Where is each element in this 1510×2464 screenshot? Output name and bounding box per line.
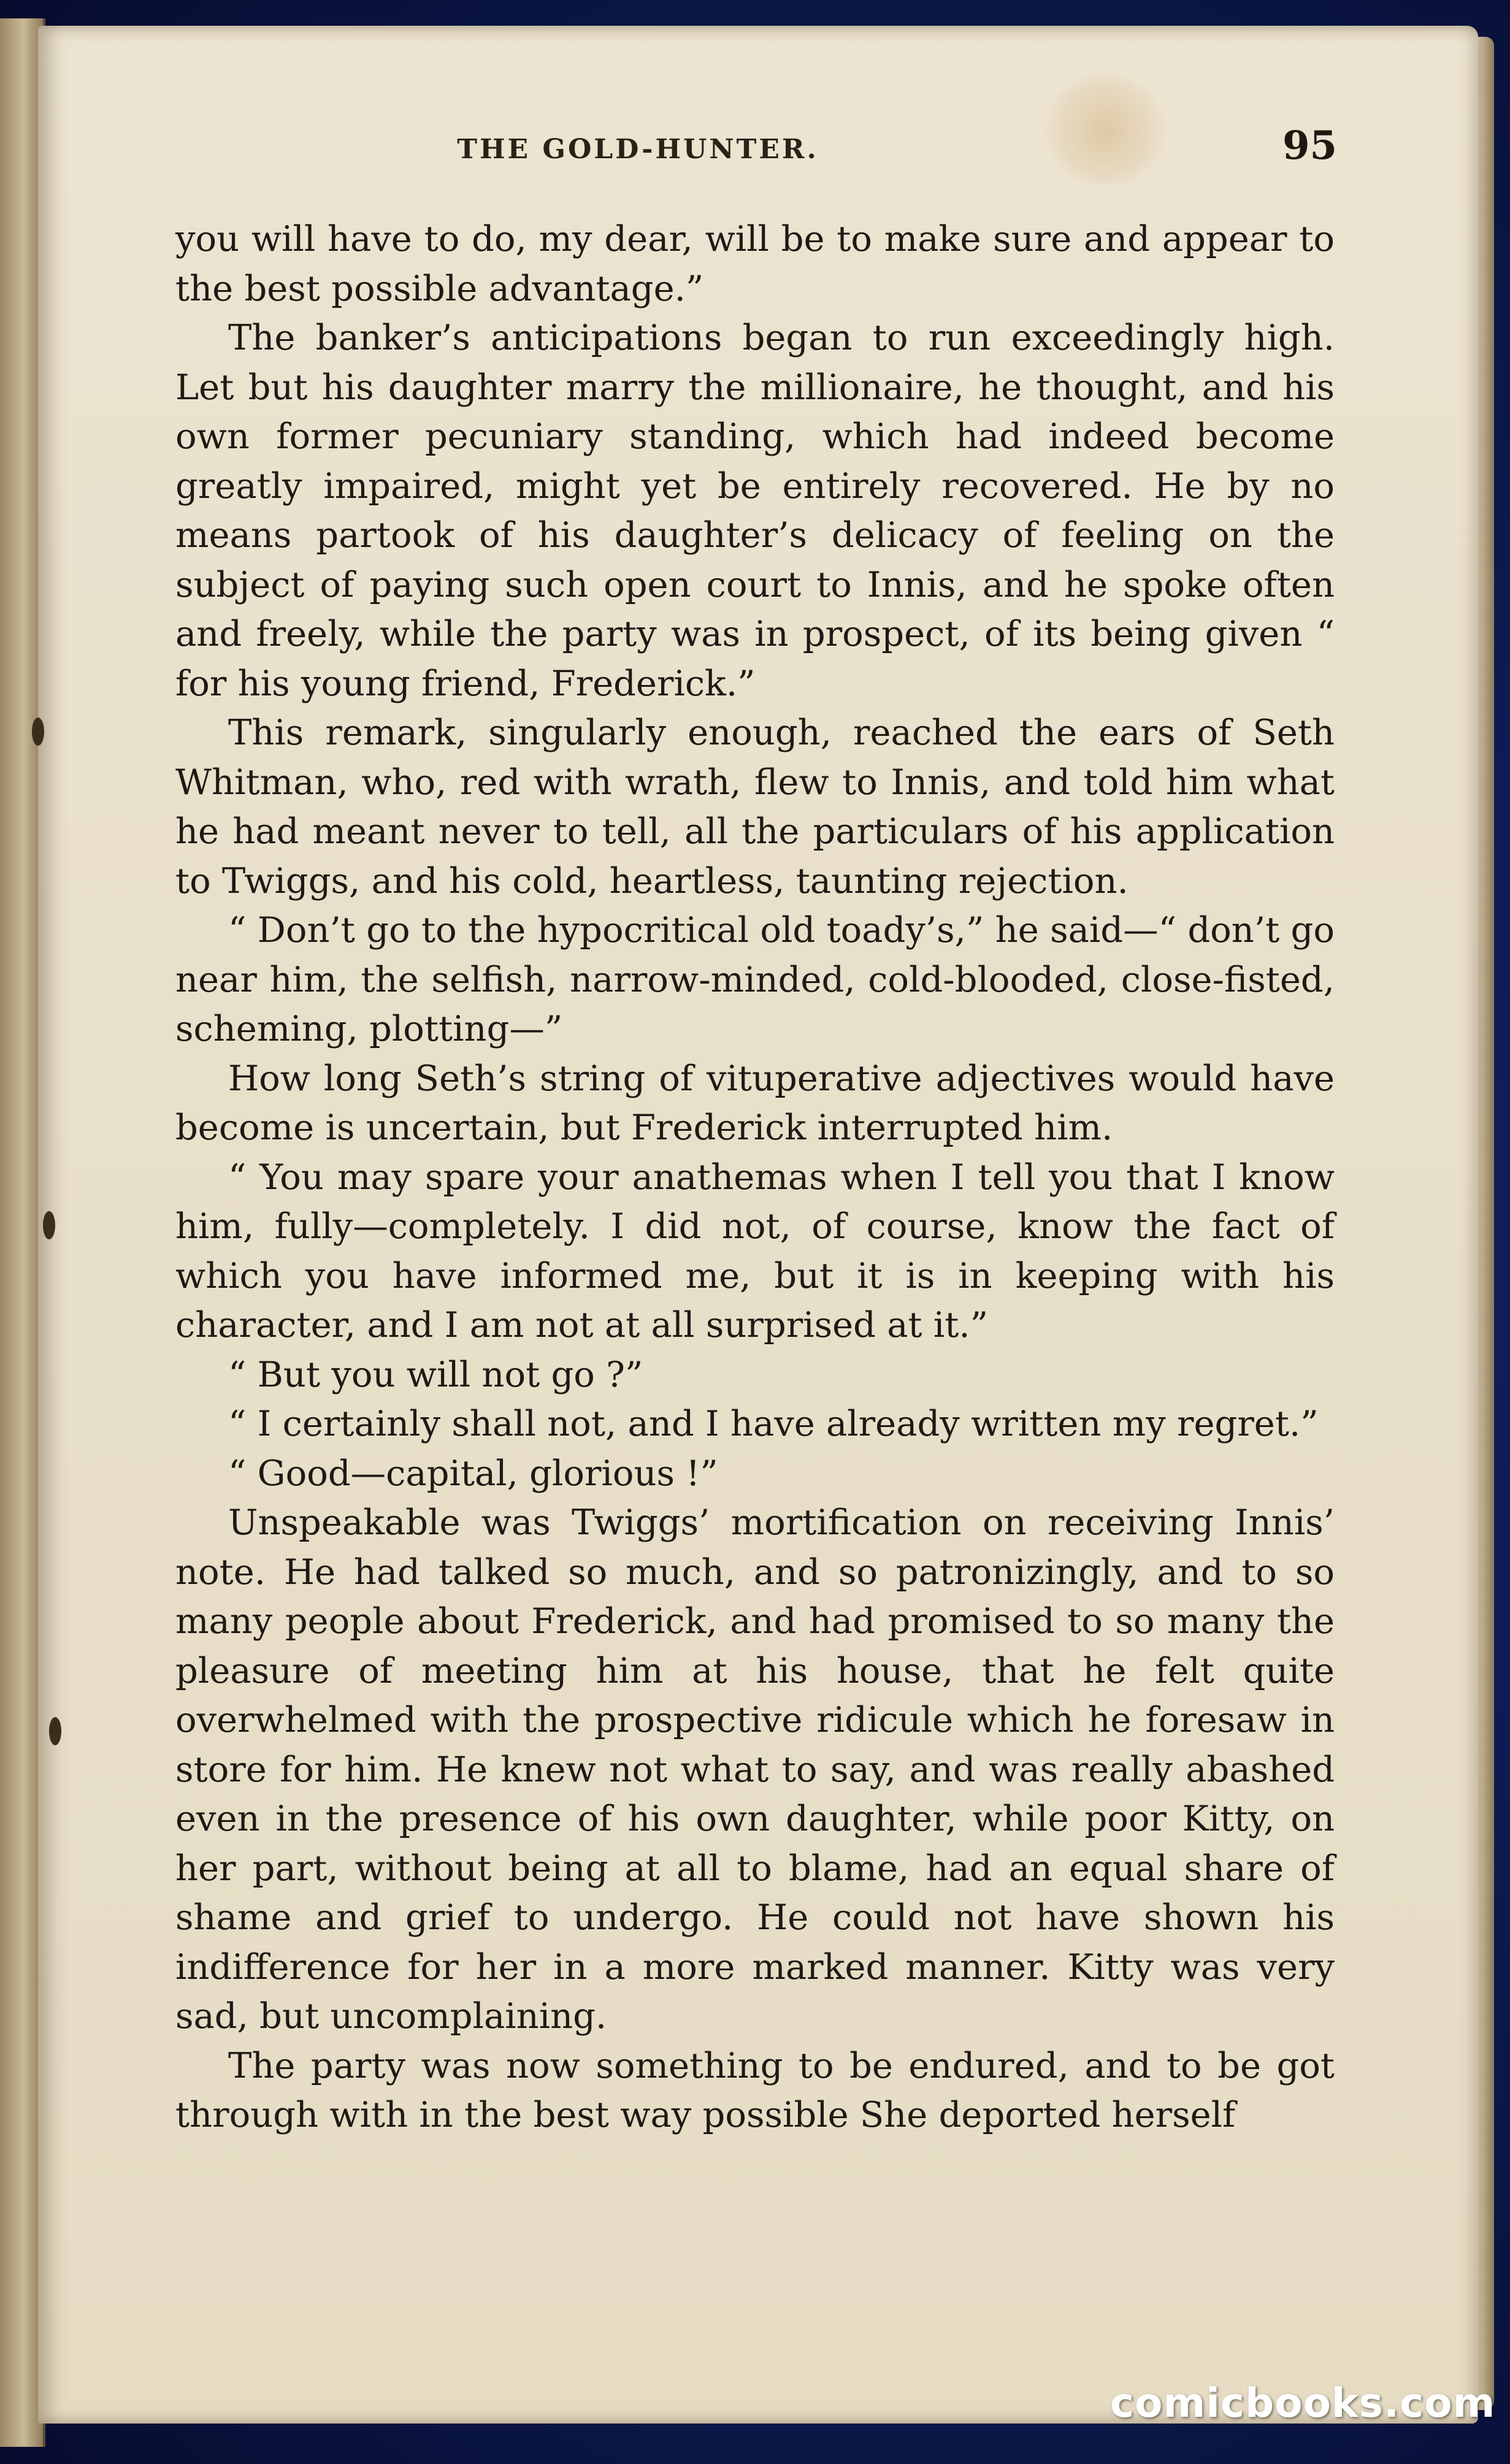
running-title: THE GOLD-HUNTER.	[457, 134, 819, 165]
paragraph: you will have to do, my dear, will be to make sure and appear to the best possible advantage.”	[175, 218, 1335, 309]
paragraph: “ Good—capital, glorious !”	[228, 1452, 718, 1494]
watermark: comicbooks.com	[1110, 2379, 1496, 2427]
binding-hole	[49, 1717, 61, 1745]
paragraph: “ But you will not go ?”	[228, 1353, 643, 1395]
binding-hole	[32, 717, 44, 746]
paragraph: This remark, singularly enough, reached the ears of Seth Whitman, who, red with wrath, flew to Innis, and told him what he had meant never to tell, all the particulars of his application to Twiggs, and his cold, heartless, taunting rejection.	[175, 712, 1335, 901]
paragraph: “ You may spare your anathemas when I tell you that I know him, fully—completely. I did not, of course, know the fact of which you have informed me, but it is in keeping with his character, and I am not at all surprised at it.”	[175, 1156, 1335, 1345]
paragraph: How long Seth’s string of vituperative adjectives would have become is uncertain, but Frederick interrupted him.	[175, 1057, 1335, 1148]
paragraph: The banker’s anticipations began to run exceedingly high. Let but his daughter marry the millionaire, he thought, and his own former pecuniary standing, which had indeed become greatly impaired, might yet be entirely recovered. He by no means partook of his daughter’s delicacy of feeling on the subject of paying such open court to Innis, and he spoke often and freely, while the party was in prospect, of its being given “ for his young friend, Frederick.”	[175, 317, 1335, 704]
paragraph: “ I certainly shall not, and I have already written my regret.”	[228, 1403, 1319, 1444]
paragraph: Unspeakable was Twiggs’ mortification on receiving Innis’ note. He had talked so much, and so patronizingly, and to so many people about Frederick, and had promised to so many the pleasure of meeting him at his house, that he felt quite overwhelmed with the prospective ridicule which he foresaw in store for him. He knew not what to say, and was really abashed even in the presence of his own daughter, while poor Kitty, on her part, without being at all to blame, had an equal share of shame and grief to undergo. He could not have shown his indifference for her in a more marked manner. Kitty was very sad, but uncomplaining.	[175, 1502, 1335, 2037]
body-text	[175, 215, 1335, 2140]
page-number: 95	[1282, 123, 1337, 169]
paragraph: The party was now something to be endured, and to be got through with in the best way possible She deported herself	[175, 2045, 1335, 2135]
page-header	[135, 123, 1337, 178]
paragraph: “ Don’t go to the hypocritical old toady’s,” he said—“ don’t go near him, the selfish, narrow-minded, cold-blooded, close-fisted, scheming, plotting—”	[175, 909, 1335, 1049]
binding-hole	[43, 1211, 55, 1239]
